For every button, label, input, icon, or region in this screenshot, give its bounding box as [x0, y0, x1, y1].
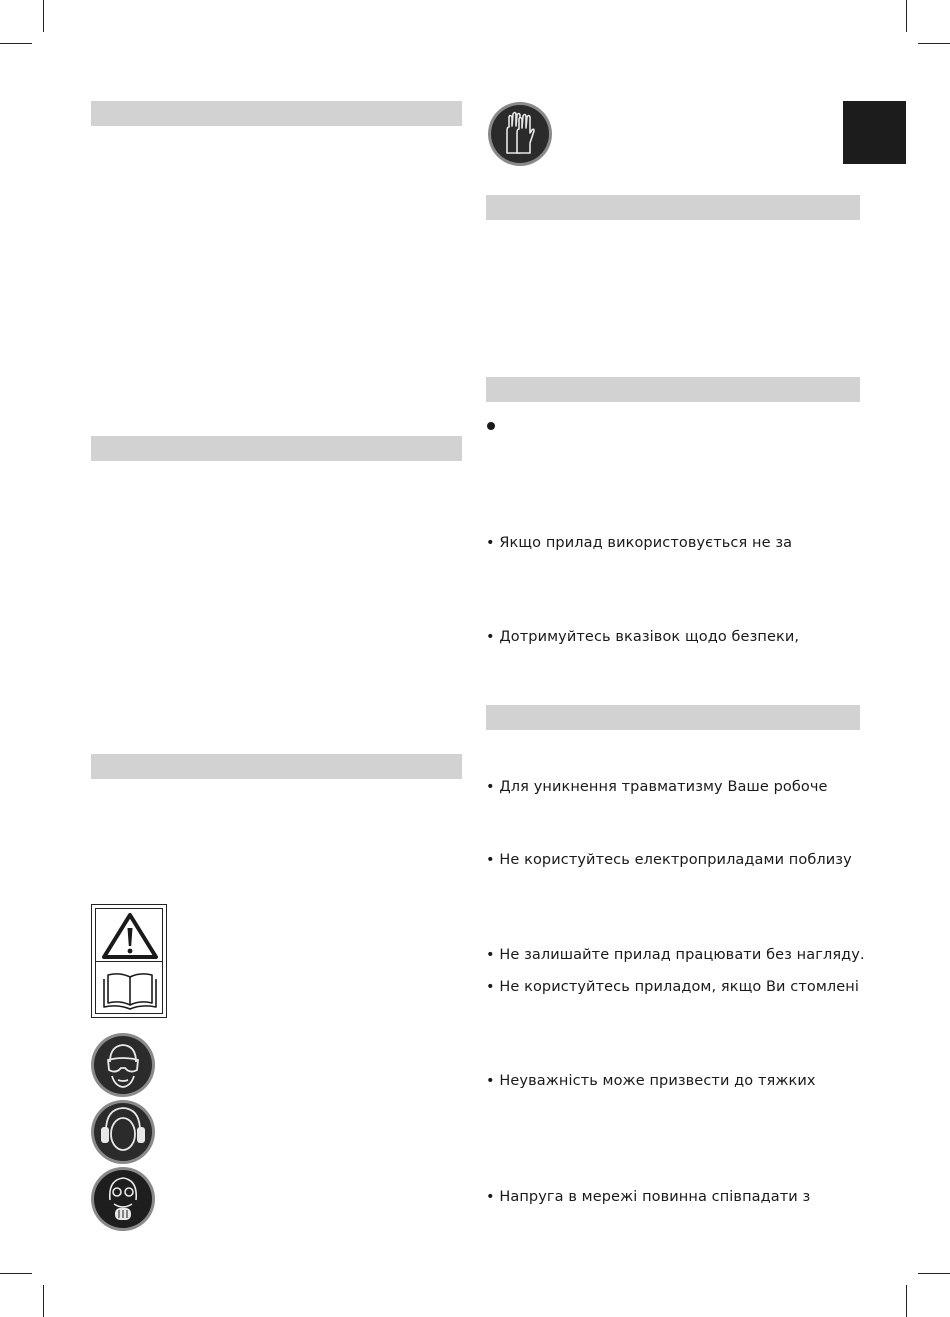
section-header-bar [486, 705, 860, 730]
crop-mark [906, 1285, 907, 1317]
crop-mark [43, 0, 44, 32]
crop-mark [906, 0, 907, 32]
bullet-item: • Не користуйтесь електроприладами поблизу [486, 852, 852, 868]
bullet-item: • Не користуйтесь приладом, якщо Ви стомлені [486, 979, 860, 995]
warning-triangle-icon [100, 912, 160, 960]
section-header-bar [91, 436, 462, 461]
section-header-bar [91, 754, 462, 779]
sign-divider [96, 961, 162, 962]
bullet-dot [487, 422, 495, 430]
open-book-icon [100, 967, 160, 1013]
crop-mark [0, 43, 32, 44]
crop-mark [918, 43, 950, 44]
safety-goggles-icon [90, 1032, 156, 1098]
bullet-item: • Неуважність може призвести до тяжких [486, 1073, 816, 1089]
read-manual-warning-sign [91, 904, 167, 1018]
section-header-bar [91, 101, 462, 126]
language-tab [843, 101, 906, 164]
bullet-item: • Дотримуйтесь вказівок щодо безпеки, [486, 629, 800, 645]
ear-protection-icon [90, 1099, 156, 1165]
bullet-item: • Для уникнення травматизму Ваше робоче [486, 779, 828, 795]
respirator-mask-icon [90, 1166, 156, 1232]
section-header-bar [486, 377, 860, 402]
bullet-item: • Напруга в мережі повинна співпадати з [486, 1189, 811, 1205]
bullet-item: • Не залишайте прилад працювати без нагляду. [486, 947, 865, 963]
crop-mark [43, 1285, 44, 1317]
section-header-bar [486, 195, 860, 220]
crop-mark [918, 1273, 950, 1274]
bullet-item: • Якщо прилад використовується не за [486, 535, 793, 551]
crop-mark [0, 1273, 32, 1274]
gloves-icon [487, 101, 553, 167]
